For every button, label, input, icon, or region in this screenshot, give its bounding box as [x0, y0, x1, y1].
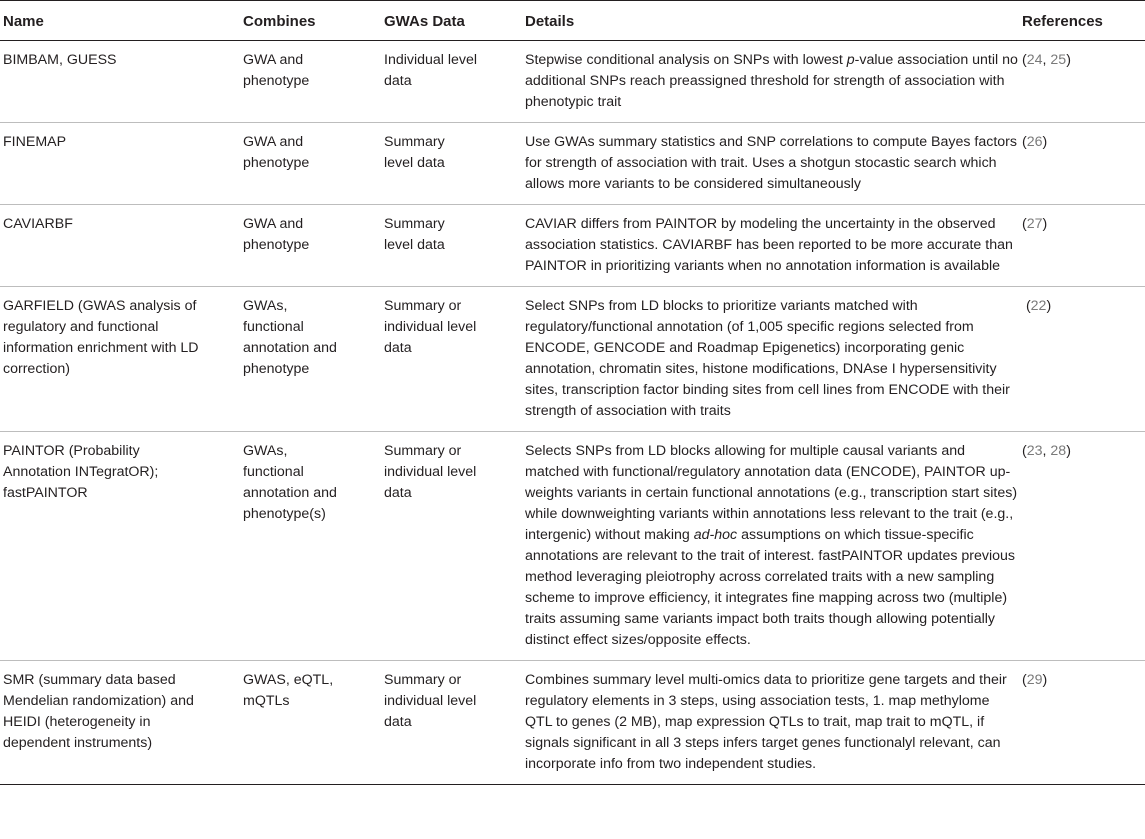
details-text: -value association until no additional SNPs reach preassigned threshold for strength of association with phenotypic trait: [525, 52, 1018, 110]
reference-link[interactable]: 28: [1050, 443, 1067, 459]
data-text: Individual level data: [384, 52, 478, 89]
details-text: Stepwise conditional analysis on SNPs with lowest: [525, 52, 847, 68]
cell-combines: [243, 661, 384, 785]
combines-text: GWAs, functional annotation and phenotype: [243, 298, 337, 377]
combines-text: GWAs, functional annotation and phenotype(s): [243, 443, 337, 522]
cell-references: (26): [1022, 134, 1048, 150]
cell-combines: [243, 432, 384, 661]
data-text: Summary level data: [384, 134, 445, 171]
cell-name: CAVIARBF: [3, 216, 73, 232]
cell-data: [384, 41, 525, 123]
cell-details: [525, 123, 1019, 205]
reference-link[interactable]: 27: [1026, 216, 1043, 232]
combines-text: GWA and phenotype: [243, 216, 310, 253]
reference-link[interactable]: 22: [1030, 298, 1047, 314]
details-text: Select SNPs from LD blocks to prioritize variants matched with regulatory/functional annotation (of 1,005 specific regions selected from ENCODE, GENCODE and Roadmap Epigenetics) incorporating genic annotation, chromatin sites, histone modifications, DNAse I hypersensitivity sites, transcription factor binding sites from cell lines from ENCODE with their strength of association with traits: [525, 298, 1010, 419]
cell-references: (23, 28): [1022, 443, 1071, 459]
details-text: CAVIAR differs from PAINTOR by modeling the uncertainty in the observed association statistics. CAVIARBF has been reported to be more accurate than PAINTOR in prioritizing variants when no annotation information is available: [525, 216, 1013, 274]
reference-link[interactable]: 25: [1050, 52, 1067, 68]
cell-name: [0, 287, 243, 432]
cell-name: [0, 661, 243, 785]
table-row: [0, 661, 1145, 785]
details-text: assumptions on which tissue-specific annotations are relevant to the trait of interest. fastPAINTOR updates previous method leveraging pleiotrophy across correlated traits with a new sampling scheme to improve efficiency, it integrates fine mapping across two (multiple) traits assuming same variants impact both traits though allowing potentially distinct effect sizes/opposite effects.: [525, 527, 1015, 648]
cell-data: [384, 287, 525, 432]
cell-references: (24, 25): [1022, 52, 1071, 68]
data-text: Summary or individual level data: [384, 443, 477, 501]
table-row: [0, 432, 1145, 661]
table-row: [0, 123, 1145, 205]
cell-data: [384, 123, 525, 205]
data-text: Summary or individual level data: [384, 672, 477, 730]
cell-combines: [243, 287, 384, 432]
reference-link[interactable]: 26: [1026, 134, 1043, 150]
cell-references: (22): [1022, 298, 1052, 314]
cell-references: (29): [1022, 672, 1048, 688]
table-row: [0, 41, 1145, 123]
data-text: Summary or individual level data: [384, 298, 477, 356]
combines-text: GWA and phenotype: [243, 52, 310, 89]
header-gwas-data: GWAs Data: [384, 1, 525, 41]
table-row: [0, 287, 1145, 432]
header-references: References: [1019, 1, 1145, 41]
cell-data: [384, 661, 525, 785]
header-details: Details: [525, 1, 1019, 41]
reference-link[interactable]: 23: [1026, 443, 1043, 459]
reference-link[interactable]: 24: [1026, 52, 1043, 68]
data-text: Summary level data: [384, 216, 445, 253]
cell-details: [525, 41, 1019, 123]
details-text: Combines summary level multi-omics data to prioritize gene targets and their regulatory elements in 3 steps, using association tests, 1. map methylome QTL to genes (2 MB), map expression QTLs to trait, map trait to mQTL, if signals significant in all 3 steps infers target genes functionalyl relevant, can incorporate info from two independent studies.: [525, 672, 1007, 772]
header-name: Name: [0, 1, 243, 41]
header-combines: Combines: [243, 1, 384, 41]
details-text: Use GWAs summary statistics and SNP correlations to compute Bayes factors for strength of association with trait. Uses a shotgun stocastic search which allows more variants to be considered simultaneously: [525, 134, 1018, 192]
cell-name: BIMBAM, GUESS: [3, 52, 117, 68]
cell-combines: [243, 41, 384, 123]
details-italic: p: [846, 52, 855, 68]
cell-details: [525, 205, 1019, 287]
cell-name: FINEMAP: [3, 134, 67, 150]
cell-references: (27): [1022, 216, 1048, 232]
details-text: Selects SNPs from LD blocks allowing for multiple causal variants and matched with functional/regulatory annotation data (ENCODE), PAINTOR up-weights variants in certain functional annotations (e.g., transcription start sites) while downweighting variants within annotations less relevant to the trait (e.g., intergenic) without making: [525, 443, 1018, 543]
cell-data: [384, 432, 525, 661]
table-row: [0, 205, 1145, 287]
reference-link[interactable]: 29: [1026, 672, 1043, 688]
details-italic: ad-hoc: [693, 527, 738, 543]
header-row: [0, 1, 1145, 41]
combines-text: GWA and phenotype: [243, 134, 310, 171]
cell-details: [525, 287, 1019, 432]
cell-combines: [243, 123, 384, 205]
combines-text: GWAS, eQTL, mQTLs: [243, 672, 334, 709]
name-text: SMR (summary data based Mendelian randomization) and HEIDI (heterogeneity in dependent instruments): [3, 672, 194, 751]
name-text: PAINTOR (Probability Annotation INTegratOR); fastPAINTOR: [3, 443, 159, 501]
name-text: GARFIELD (GWAS analysis of regulatory and functional information enrichment with LD correction): [3, 298, 199, 377]
cell-data: [384, 205, 525, 287]
cell-combines: [243, 205, 384, 287]
cell-details: [525, 661, 1019, 785]
cell-name: [0, 432, 243, 661]
cell-details: [525, 432, 1019, 661]
